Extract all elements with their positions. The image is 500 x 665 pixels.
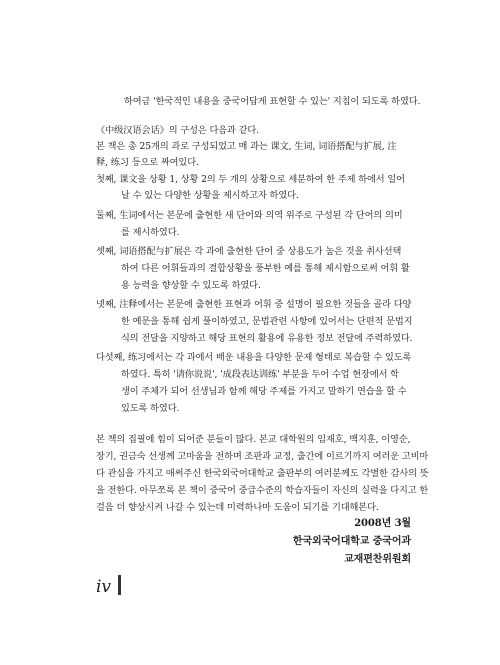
list-item-line: 식의 전달을 지양하고 해당 표현의 활용에 유용한 정보 전달에 주력하였다.	[121, 333, 413, 344]
closing-line: 본 책의 집필에 힘이 되어준 분들이 많다. 본교 대학원의 임재호, 백지훈, 이영순,	[96, 434, 411, 445]
list-item-line: 첫째, 课文을 상황 1, 상황 2의 두 개의 상황으로 세분하여 한 주제 하에서 일어	[96, 174, 405, 185]
list-item-line: 셋째, 词语搭配与扩展은 각 과에 출현한 단어 중 상용도가 높은 것을 취사선택	[96, 246, 402, 257]
folio-divider	[118, 575, 121, 595]
signature-org: 한국외국어대학교 중국어과	[292, 536, 411, 547]
composition-heading: 《中级汉语会话》의 구성은 다음과 같다.	[96, 125, 259, 136]
list-item-line: 생이 주체가 되어 선생님과 함께 해당 주제를 가지고 말하기 연습을 할 수	[121, 386, 407, 397]
closing-line: 장기, 권금숙 선생께 고마움을 전하며 조판과 교정, 출간에 이르기까지 여러운 고비마	[96, 451, 429, 462]
list-item-line: 를 제시하였다.	[121, 227, 180, 238]
list-item-line: 다섯째, 练习에서는 각 과에서 배운 내용을 다양한 문제 형태로 복습할 수 있도록	[96, 352, 412, 363]
composition-line: 본 책은 총 25개의 과로 구성되었고 매 과는 课文, 生词, 词语搭配与扩展, 注	[96, 141, 397, 152]
closing-line: 을 전한다. 아무쪼록 본 책이 중국어 중급수준의 학습자들이 자신의 실력을 다지고 한	[96, 485, 429, 496]
closing-line: 다 관심을 가지고 애써주신 한국외국어대학교 출판부의 여러분께도 각별한 감사의 뜻	[96, 468, 429, 479]
list-item-line: 용 능력을 향상할 수 있도록 하였다.	[121, 280, 261, 291]
list-item-line: 넷째, 注释에서는 본문에 출현한 표현과 어휘 중 설명이 필요한 것들을 골라 다양	[96, 299, 412, 310]
list-item-line: 있도록 하였다.	[121, 403, 180, 414]
list-item-line: 둘째, 生词에서는 본문에 출현한 새 단어와 의역 위주로 구성된 각 단어의 의미	[96, 210, 403, 221]
page-number: iv	[96, 577, 112, 597]
list-item-line: 한 예문을 통해 쉽게 풀이하였고, 문법관련 사항에 있어서는 단편적 문법지	[121, 316, 413, 327]
closing-line: 걸음 더 향상시켜 나갈 수 있는데 미력하나마 도움이 되기를 기대해본다.	[96, 502, 379, 513]
signature-date: 2008년 3월	[354, 518, 411, 529]
list-item-line: 하였다. 특히 '请你说说', '成段表达训练' 부분을 두어 수업 현장에서 학	[121, 369, 399, 380]
list-item-line: 날 수 있는 다양한 상황을 제시하고자 하였다.	[121, 190, 299, 201]
list-item-line: 하여 다른 어휘들과의 결합상황을 풍부한 예를 통해 제시함으로써 어휘 활	[121, 263, 410, 274]
composition-line: 释, 练习 등으로 짜여있다.	[96, 157, 199, 168]
intro-line: 하여금 '한국적인 내용을 중국어답게 표현할 수 있는' 지침이 되도록 하였다.	[124, 96, 421, 107]
signature-committee: 교재편찬위원회	[344, 554, 411, 565]
